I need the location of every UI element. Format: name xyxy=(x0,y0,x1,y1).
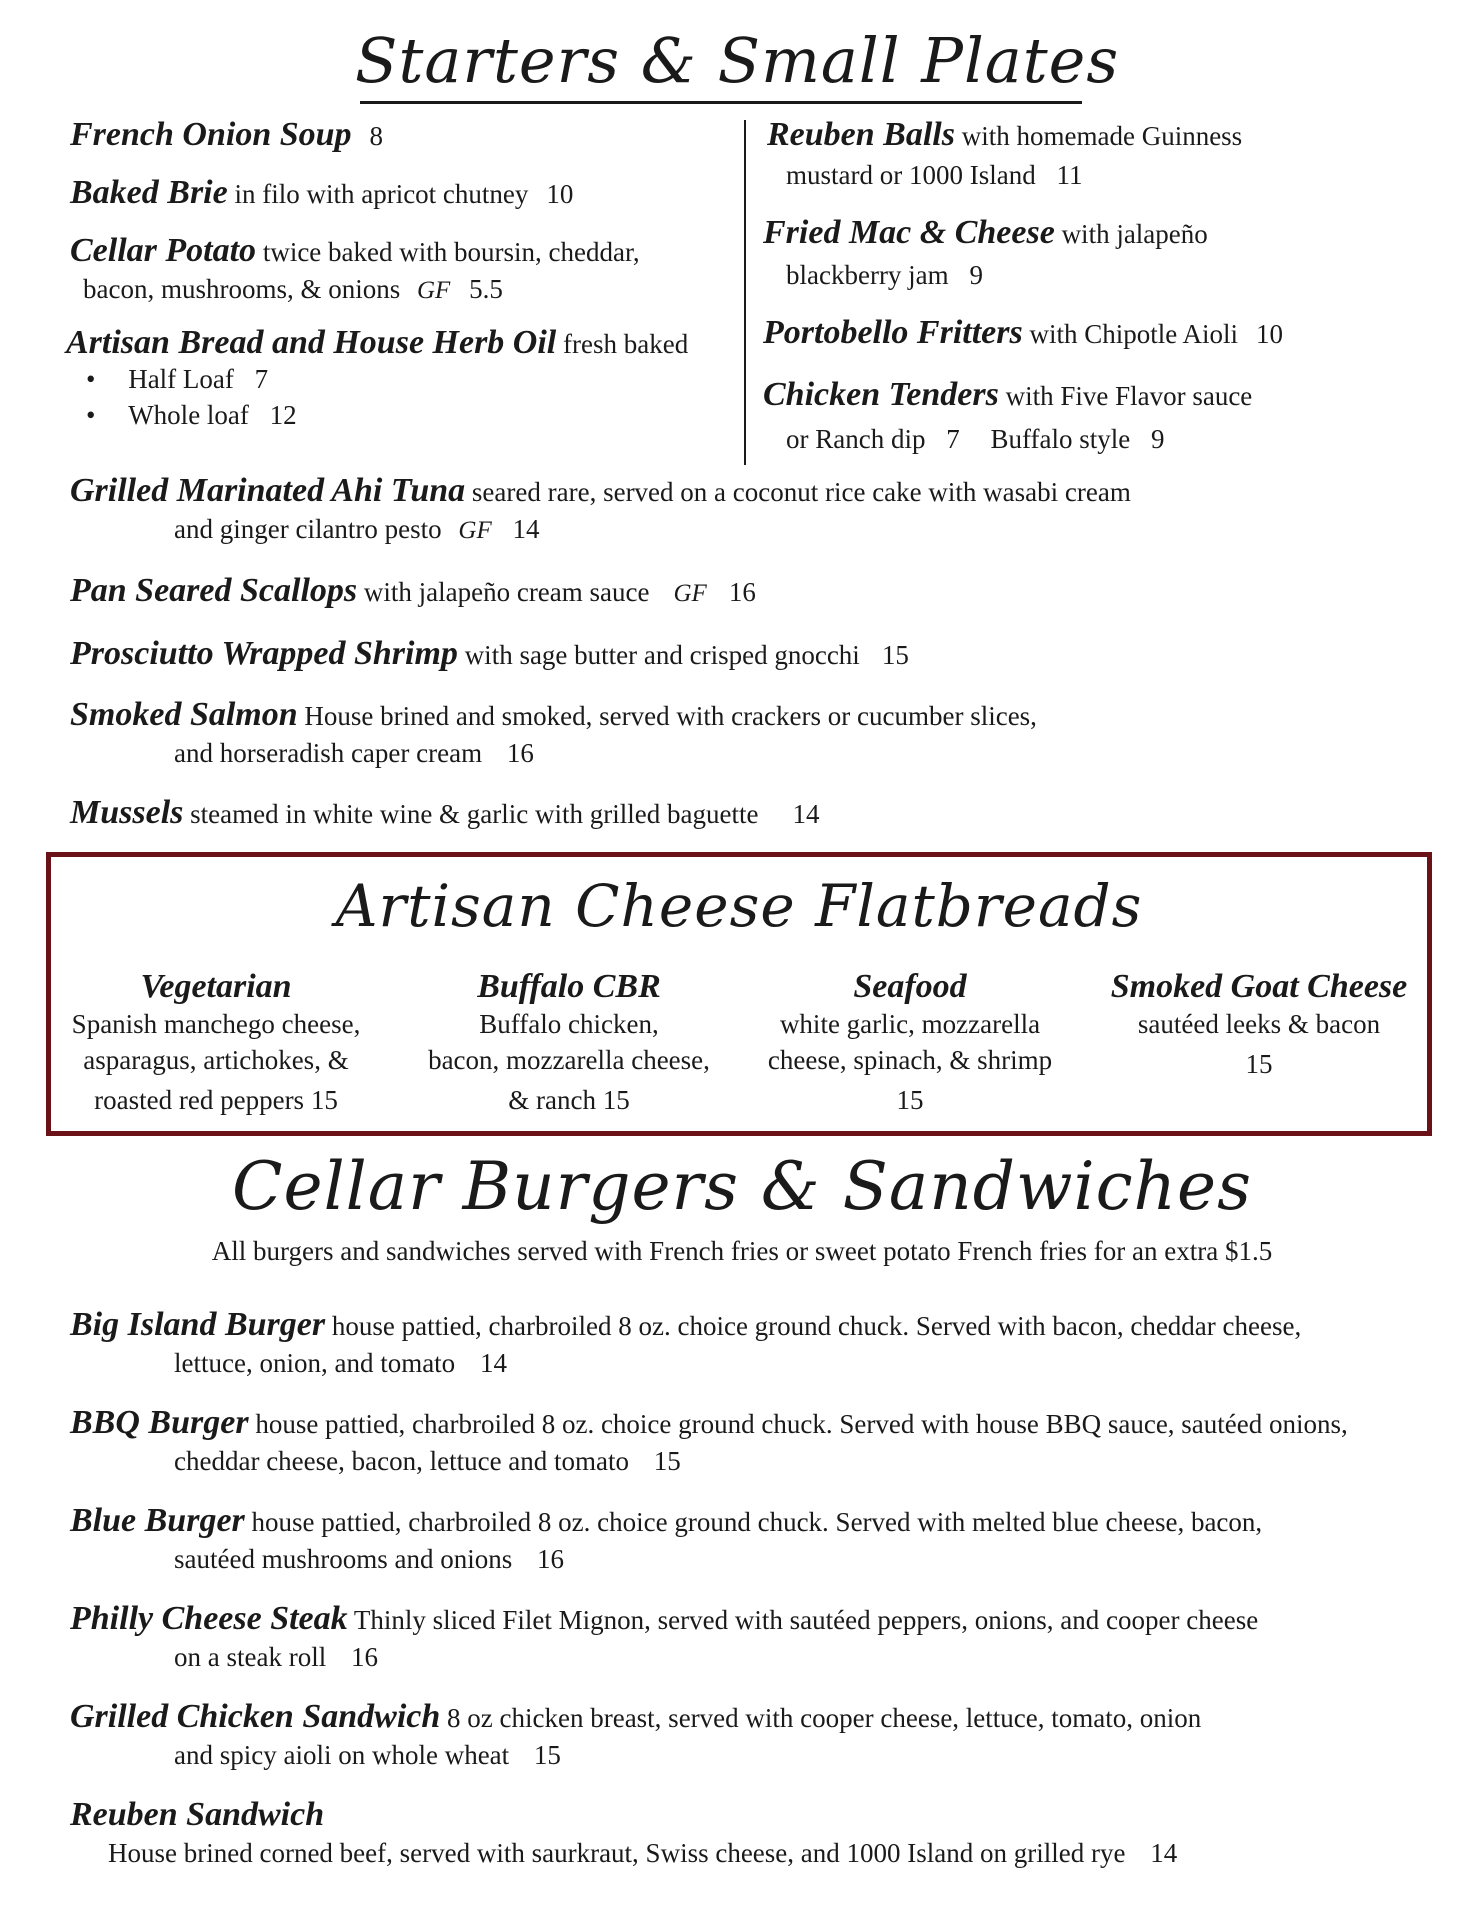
item-name: Grilled Marinated Ahi Tuna xyxy=(70,472,466,509)
menu-item xyxy=(70,1306,1301,1344)
flatbread-item xyxy=(56,968,376,1118)
gluten-free-badge: GF xyxy=(673,580,707,607)
option-price: 7 xyxy=(254,364,269,394)
list-item xyxy=(86,400,297,431)
bullet-icon: • xyxy=(86,400,96,430)
title-underline xyxy=(360,101,1082,104)
burgers-title: Cellar Burgers & Sandwiches xyxy=(232,1148,1252,1225)
flatbread-item xyxy=(404,968,734,1118)
item-desc: Thinly sliced Filet Mignon, served with sautéed peppers, onions, and cooper cheese xyxy=(347,1605,1259,1635)
menu-item xyxy=(70,472,1131,510)
flatbread-desc: Spanish manchego cheese, xyxy=(71,1009,361,1039)
item-price: 11 xyxy=(1056,160,1083,190)
item-name: Grilled Chicken Sandwich xyxy=(70,1698,441,1735)
item-price: 16 xyxy=(536,1544,564,1574)
item-price: 16 xyxy=(350,1642,378,1672)
item-price: 10 xyxy=(546,179,574,209)
item-desc: in filo with apricot chutney xyxy=(227,179,529,209)
item-price: 10 xyxy=(1256,319,1283,349)
item-desc: house pattied, charbroiled 8 oz. choice ground chuck. Served with melted blue cheese, bacon, xyxy=(244,1507,1263,1537)
item-desc-line2: bacon, mushrooms, & onions GF 5.5 xyxy=(83,274,503,304)
item-price: 15 xyxy=(653,1446,681,1476)
item-name: French Onion Soup xyxy=(70,116,352,153)
item-name: Reuben Balls xyxy=(767,116,955,153)
item-price: 14 xyxy=(512,514,540,544)
item-extra: Buffalo style xyxy=(990,424,1131,454)
item-price: 14 xyxy=(1150,1838,1178,1868)
item-name: Blue Burger xyxy=(70,1502,245,1539)
gluten-free-badge: GF xyxy=(458,517,492,544)
item-price: 9 xyxy=(969,260,983,290)
flatbread-desc: Buffalo chicken, xyxy=(479,1009,659,1039)
item-desc: House brined and smoked, served with crackers or cucumber slices, xyxy=(297,701,1037,731)
item-desc: house pattied, charbroiled 8 oz. choice ground chuck. Served with house BBQ sauce, sautéed onions, xyxy=(248,1409,1348,1439)
item-name: Chicken Tenders xyxy=(763,376,999,413)
flatbreads-title: Artisan Cheese Flatbreads xyxy=(335,872,1143,940)
item-name: Cellar Potato xyxy=(70,232,257,269)
menu-item xyxy=(70,232,640,270)
menu-item xyxy=(763,314,1283,352)
option-label: Half Loaf xyxy=(128,364,234,394)
menu-item xyxy=(70,174,573,212)
item-desc-line2: and spicy aioli on whole wheat 15 xyxy=(174,1740,561,1770)
menu-item xyxy=(70,1600,1258,1638)
list-item xyxy=(86,364,268,395)
menu-item xyxy=(763,214,1208,252)
item-name: Mussels xyxy=(70,794,184,831)
flatbread-desc: 15 xyxy=(896,1085,924,1115)
item-desc-line2: on a steak roll 16 xyxy=(174,1642,378,1672)
bullet-icon: • xyxy=(86,364,96,394)
item-extra-price: 9 xyxy=(1150,424,1165,454)
item-desc-line2: and horseradish caper cream 16 xyxy=(174,738,534,768)
menu-item xyxy=(767,116,1242,154)
item-price: 5.5 xyxy=(469,274,503,304)
item-price: 14 xyxy=(479,1348,507,1378)
item-desc: steamed in white wine & garlic with grilled baguette xyxy=(183,799,759,829)
flatbread-desc: asparagus, artichokes, & xyxy=(83,1045,349,1075)
burgers-subtitle: All burgers and sandwiches served with French fries or sweet potato French fries for an extra $1.5 xyxy=(211,1236,1273,1266)
item-name: Philly Cheese Steak xyxy=(70,1600,348,1637)
menu-item xyxy=(66,324,688,362)
menu-item xyxy=(70,794,819,832)
flatbread-desc: cheese, spinach, & shrimp xyxy=(767,1045,1053,1075)
flatbread-name: Buffalo CBR xyxy=(477,968,661,1005)
menu-item xyxy=(70,1404,1348,1442)
item-desc: seared rare, served on a coconut rice cake with wasabi cream xyxy=(465,477,1131,507)
item-price: 14 xyxy=(792,799,820,829)
item-name: Big Island Burger xyxy=(70,1306,326,1343)
menu-item xyxy=(70,116,383,154)
flatbread-name: Smoked Goat Cheese xyxy=(1110,968,1408,1005)
flatbread-item xyxy=(1094,968,1424,1082)
flatbread-desc: sautéed leeks & bacon xyxy=(1137,1009,1381,1039)
item-desc: fresh baked xyxy=(556,329,689,359)
menu-item xyxy=(70,1796,324,1834)
item-name: Artisan Bread and House Herb Oil xyxy=(66,324,557,361)
item-name: BBQ Burger xyxy=(70,1404,249,1441)
flatbread-desc: 15 xyxy=(1245,1049,1273,1079)
item-name: Prosciutto Wrapped Shrimp xyxy=(70,635,458,672)
item-desc-line2: mustard or 1000 Island 11 xyxy=(786,160,1083,190)
item-desc-line2: cheddar cheese, bacon, lettuce and tomato 15 xyxy=(174,1446,681,1476)
item-desc: house pattied, charbroiled 8 oz. choice ground chuck. Served with bacon, cheddar cheese, xyxy=(325,1311,1302,1341)
menu-item xyxy=(70,572,756,610)
menu-item xyxy=(763,376,1252,414)
item-desc: 8 oz chicken breast, served with cooper cheese, lettuce, tomato, onion xyxy=(440,1703,1202,1733)
menu-item xyxy=(70,1502,1262,1540)
item-desc-line2: or Ranch dip 7 Buffalo style 9 xyxy=(786,424,1165,454)
item-price: 7 xyxy=(946,424,960,454)
starters-title: Starters & Small Plates xyxy=(355,24,1120,97)
menu-item xyxy=(70,696,1037,734)
item-name: Smoked Salmon xyxy=(70,696,298,733)
column-divider xyxy=(744,120,746,465)
item-name: Pan Seared Scallops xyxy=(70,572,358,609)
item-desc: with homemade Guinness xyxy=(954,121,1243,151)
item-price: 16 xyxy=(728,577,756,607)
item-desc: with jalapeño xyxy=(1054,219,1208,249)
option-price: 12 xyxy=(269,400,297,430)
item-desc-line2: blackberry jam 9 xyxy=(786,260,983,290)
flatbread-desc: & ranch 15 xyxy=(508,1085,630,1115)
item-desc: with Chipotle Aioli xyxy=(1022,319,1238,349)
flatbread-desc: roasted red peppers 15 xyxy=(94,1085,338,1115)
item-desc-line2: and ginger cilantro pesto GF 14 xyxy=(174,514,540,544)
item-desc-line2: lettuce, onion, and tomato 14 xyxy=(174,1348,507,1378)
item-desc-line2: sautéed mushrooms and onions 16 xyxy=(174,1544,564,1574)
item-name: Fried Mac & Cheese xyxy=(763,214,1055,251)
item-name: Portobello Fritters xyxy=(763,314,1023,351)
flatbread-item xyxy=(750,968,1070,1118)
item-desc: twice baked with boursin, cheddar, xyxy=(256,237,640,267)
item-desc: with jalapeño cream sauce xyxy=(357,577,650,607)
flatbread-desc: white garlic, mozzarella xyxy=(779,1009,1041,1039)
flatbread-desc: bacon, mozzarella cheese, xyxy=(428,1045,710,1075)
item-price: 8 xyxy=(369,121,384,151)
menu-item xyxy=(70,1698,1201,1736)
item-desc: with sage butter and crisped gnocchi xyxy=(457,640,860,670)
item-desc: with Five Flavor sauce xyxy=(998,381,1253,411)
item-desc-line2: House brined corned beef, served with saurkraut, Swiss cheese, and 1000 Island on grilled rye 14 xyxy=(108,1838,1178,1868)
gluten-free-badge: GF xyxy=(417,277,451,304)
item-price: 16 xyxy=(506,738,534,768)
flatbread-name: Vegetarian xyxy=(140,968,292,1005)
item-name: Baked Brie xyxy=(70,174,228,211)
item-price: 15 xyxy=(881,640,909,670)
item-price: 15 xyxy=(533,1740,561,1770)
menu-item xyxy=(70,635,909,673)
item-name: Reuben Sandwich xyxy=(70,1796,325,1833)
option-label: Whole loaf xyxy=(128,400,249,430)
flatbread-name: Seafood xyxy=(853,968,967,1005)
